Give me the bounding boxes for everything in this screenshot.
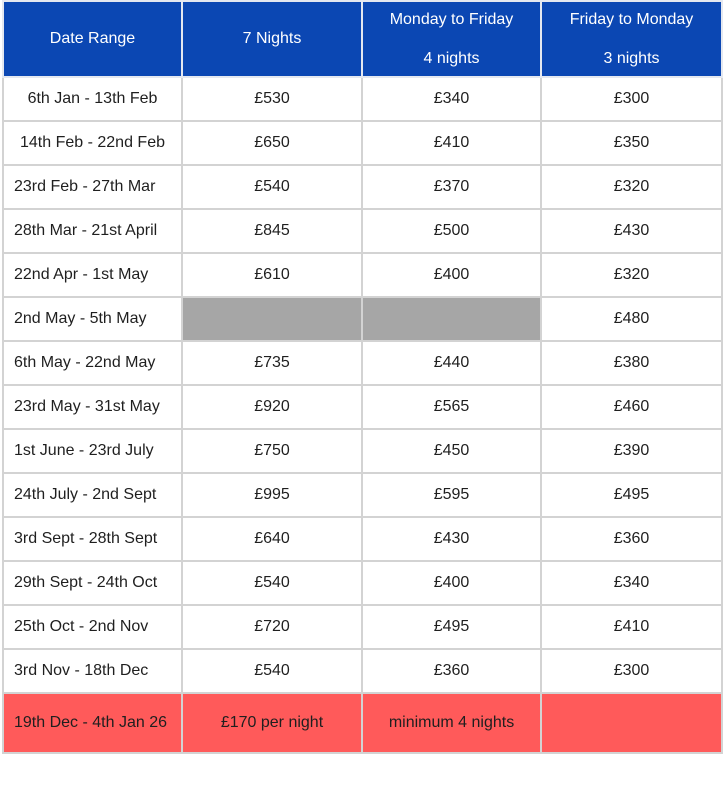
table-row	[3, 605, 722, 649]
table-row	[3, 429, 722, 473]
header-mon-fri-nights: 4 nights	[423, 49, 480, 67]
date-range-cell: 22nd Apr - 1st May	[3, 253, 182, 297]
table-row	[3, 385, 722, 429]
fri-mon-price: £320	[541, 165, 722, 209]
seven-nights-price: £735	[182, 341, 362, 385]
mon-fri-price: £410	[362, 121, 541, 165]
mon-fri-price: £595	[362, 473, 541, 517]
fri-mon-price: £390	[541, 429, 722, 473]
date-range-cell: 6th May - 22nd May	[3, 341, 182, 385]
date-range-cell: 2nd May - 5th May	[3, 297, 182, 341]
seven-nights-price: £920	[182, 385, 362, 429]
header-row	[3, 1, 722, 77]
seven-nights-price: £530	[182, 77, 362, 121]
mon-fri-price: £370	[362, 165, 541, 209]
festive-date-range: 19th Dec - 4th Jan 26	[3, 693, 182, 753]
table-row	[3, 209, 722, 253]
mon-fri-price: £440	[362, 341, 541, 385]
table-row	[3, 77, 722, 121]
header-mon-fri-title: Monday to Friday	[389, 11, 514, 29]
date-range-cell: 6th Jan - 13th Feb	[3, 77, 182, 121]
fri-mon-price: £340	[541, 561, 722, 605]
header-monday-to-friday	[362, 1, 541, 77]
date-range-cell: 3rd Sept - 28th Sept	[3, 517, 182, 561]
fri-mon-price: £320	[541, 253, 722, 297]
festive-nightly-rate: £170 per night	[182, 693, 362, 753]
date-range-cell: 24th July - 2nd Sept	[3, 473, 182, 517]
mon-fri-price: £500	[362, 209, 541, 253]
seven-nights-price: £750	[182, 429, 362, 473]
date-range-cell: 29th Sept - 24th Oct	[3, 561, 182, 605]
table-row	[3, 121, 722, 165]
fri-mon-price: £360	[541, 517, 722, 561]
unavailable-cell	[182, 297, 362, 341]
fri-mon-price: £300	[541, 649, 722, 693]
header-fri-mon-nights: 3 nights	[603, 49, 660, 67]
table-row	[3, 253, 722, 297]
date-range-cell: 23rd May - 31st May	[3, 385, 182, 429]
header-seven-nights: 7 Nights	[182, 1, 362, 77]
mon-fri-price: £400	[362, 253, 541, 297]
mon-fri-price: £565	[362, 385, 541, 429]
mon-fri-price: £360	[362, 649, 541, 693]
table-row	[3, 561, 722, 605]
mon-fri-price: £430	[362, 517, 541, 561]
fri-mon-price: £495	[541, 473, 722, 517]
seven-nights-price: £540	[182, 165, 362, 209]
mon-fri-price: £450	[362, 429, 541, 473]
mon-fri-price: £340	[362, 77, 541, 121]
table-row	[3, 341, 722, 385]
table-row	[3, 649, 722, 693]
price-table	[2, 0, 723, 754]
mon-fri-price: £400	[362, 561, 541, 605]
mon-fri-price: £495	[362, 605, 541, 649]
seven-nights-price: £540	[182, 561, 362, 605]
header-friday-to-monday	[541, 1, 722, 77]
header-fri-mon-title: Friday to Monday	[569, 11, 694, 29]
fri-mon-price: £410	[541, 605, 722, 649]
fri-mon-price: £430	[541, 209, 722, 253]
unavailable-cell	[362, 297, 541, 341]
seven-nights-price: £995	[182, 473, 362, 517]
fri-mon-price: £480	[541, 297, 722, 341]
table-row	[3, 165, 722, 209]
seven-nights-price: £650	[182, 121, 362, 165]
seven-nights-price: £640	[182, 517, 362, 561]
date-range-cell: 25th Oct - 2nd Nov	[3, 605, 182, 649]
date-range-cell: 14th Feb - 22nd Feb	[3, 121, 182, 165]
table-row	[3, 297, 722, 341]
seven-nights-price: £610	[182, 253, 362, 297]
festive-minimum-stay: minimum 4 nights	[362, 693, 541, 753]
seven-nights-price: £540	[182, 649, 362, 693]
date-range-cell: 28th Mar - 21st April	[3, 209, 182, 253]
fri-mon-price: £380	[541, 341, 722, 385]
table-row	[3, 473, 722, 517]
seven-nights-price: £845	[182, 209, 362, 253]
fri-mon-price: £350	[541, 121, 722, 165]
date-range-cell: 3rd Nov - 18th Dec	[3, 649, 182, 693]
festive-empty-cell	[541, 693, 722, 753]
header-date-range: Date Range	[3, 1, 182, 77]
fri-mon-price: £460	[541, 385, 722, 429]
date-range-cell: 23rd Feb - 27th Mar	[3, 165, 182, 209]
table-row	[3, 517, 722, 561]
date-range-cell: 1st June - 23rd July	[3, 429, 182, 473]
seven-nights-price: £720	[182, 605, 362, 649]
fri-mon-price: £300	[541, 77, 722, 121]
festive-row	[3, 693, 722, 753]
